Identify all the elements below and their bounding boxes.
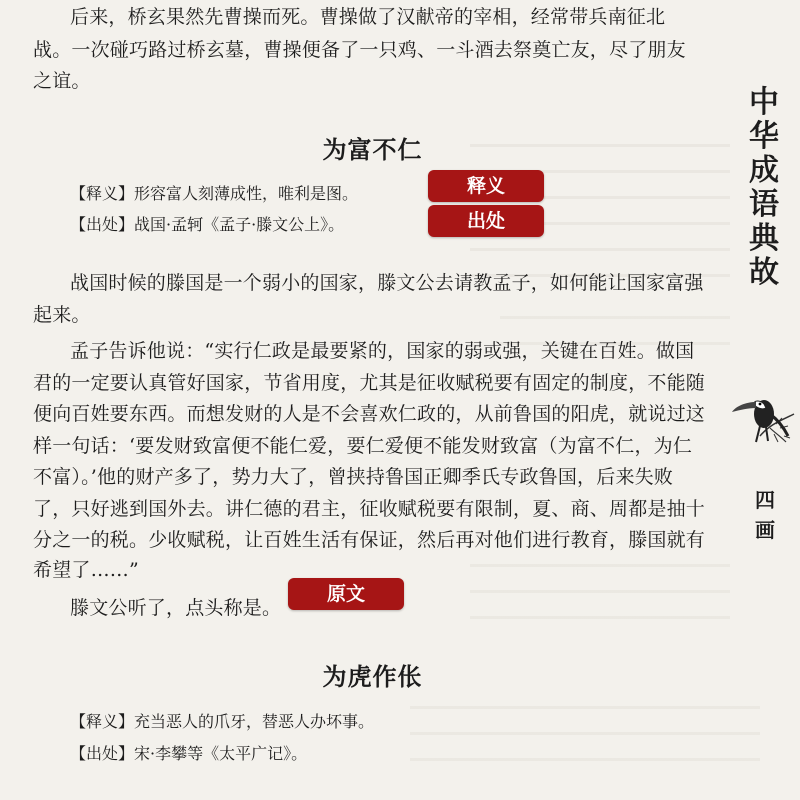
book-title-char: 华 (749, 119, 779, 154)
book-title-char: 故 (749, 255, 779, 290)
paragraph-line: 君的一定要认真管好国家，节省用度，尤其是征收赋税要有固定的制度，不能随 (33, 372, 706, 394)
section-char: 四 (755, 488, 775, 512)
book-title-vertical (744, 86, 784, 290)
idiom-title: 为富不仁 (322, 136, 423, 164)
toucan-icon (730, 384, 798, 448)
definition-line: 【释义】形容富人刻薄成性，唯利是图。 (70, 184, 359, 203)
paragraph-line: 之谊。 (33, 70, 91, 92)
paragraph-line: 滕文公听了，点头称是。 (70, 597, 282, 619)
definition-badge: 释义 (428, 170, 544, 202)
book-title-char: 典 (749, 221, 779, 256)
source-line: 【出处】战国·孟轲《孟子·滕文公上》。 (70, 215, 345, 234)
paragraph-line: 了，只好逃到国外去。讲仁德的君主，征收赋税要有限制，夏、商、周都是抽十 (33, 498, 706, 520)
section-char: 画 (755, 518, 775, 542)
idiom-title: 为虎作伥 (322, 663, 423, 691)
paragraph-line: 战。一次碰巧路过桥玄墓，曹操便备了一只鸡、一斗酒去祭奠亡友，尽了朋友 (33, 39, 686, 61)
definition-line: 【释义】充当恶人的爪牙，替恶人办坏事。 (70, 712, 375, 731)
book-title-char: 成 (749, 153, 779, 188)
paragraph-line: 起来。 (33, 304, 91, 326)
paragraph-line: 分之一的税。少收赋税，让百姓生活有保证，然后再对他们进行教育，滕国就有 (33, 529, 706, 551)
paragraph-line: 希望了……” (33, 559, 139, 581)
stroke-count-section (750, 485, 780, 545)
source-badge: 出处 (428, 205, 544, 237)
paragraph-line: 孟子告诉他说：“实行仁政是最要紧的，国家的弱或强，关键在百姓。做国 (70, 340, 695, 362)
paragraph-line: 便向百姓要东西。而想发财的人是不会喜欢仁政的，从前鲁国的阳虎，就说过这 (33, 403, 706, 425)
book-title-char: 中 (749, 85, 779, 120)
paragraph-line: 样一句话：‘要发财致富便不能仁爱，要仁爱便不能发财致富（为富不仁，为仁 (33, 435, 693, 457)
book-title-char: 语 (749, 187, 779, 222)
paragraph-line: 不富）。’他的财产多了，势力大了，曾挟持鲁国正卿季氏专政鲁国，后来失败 (33, 466, 674, 488)
paragraph-line: 战国时候的滕国是一个弱小的国家，滕文公去请教孟子，如何能让国家富强 (70, 272, 704, 294)
original-text-badge: 原文 (288, 578, 404, 610)
source-line: 【出处】宋·李攀等《太平广记》。 (70, 744, 308, 763)
paragraph-line: 后来，桥玄果然先曹操而死。曹操做了汉献帝的宰相，经常带兵南征北 (70, 6, 666, 28)
